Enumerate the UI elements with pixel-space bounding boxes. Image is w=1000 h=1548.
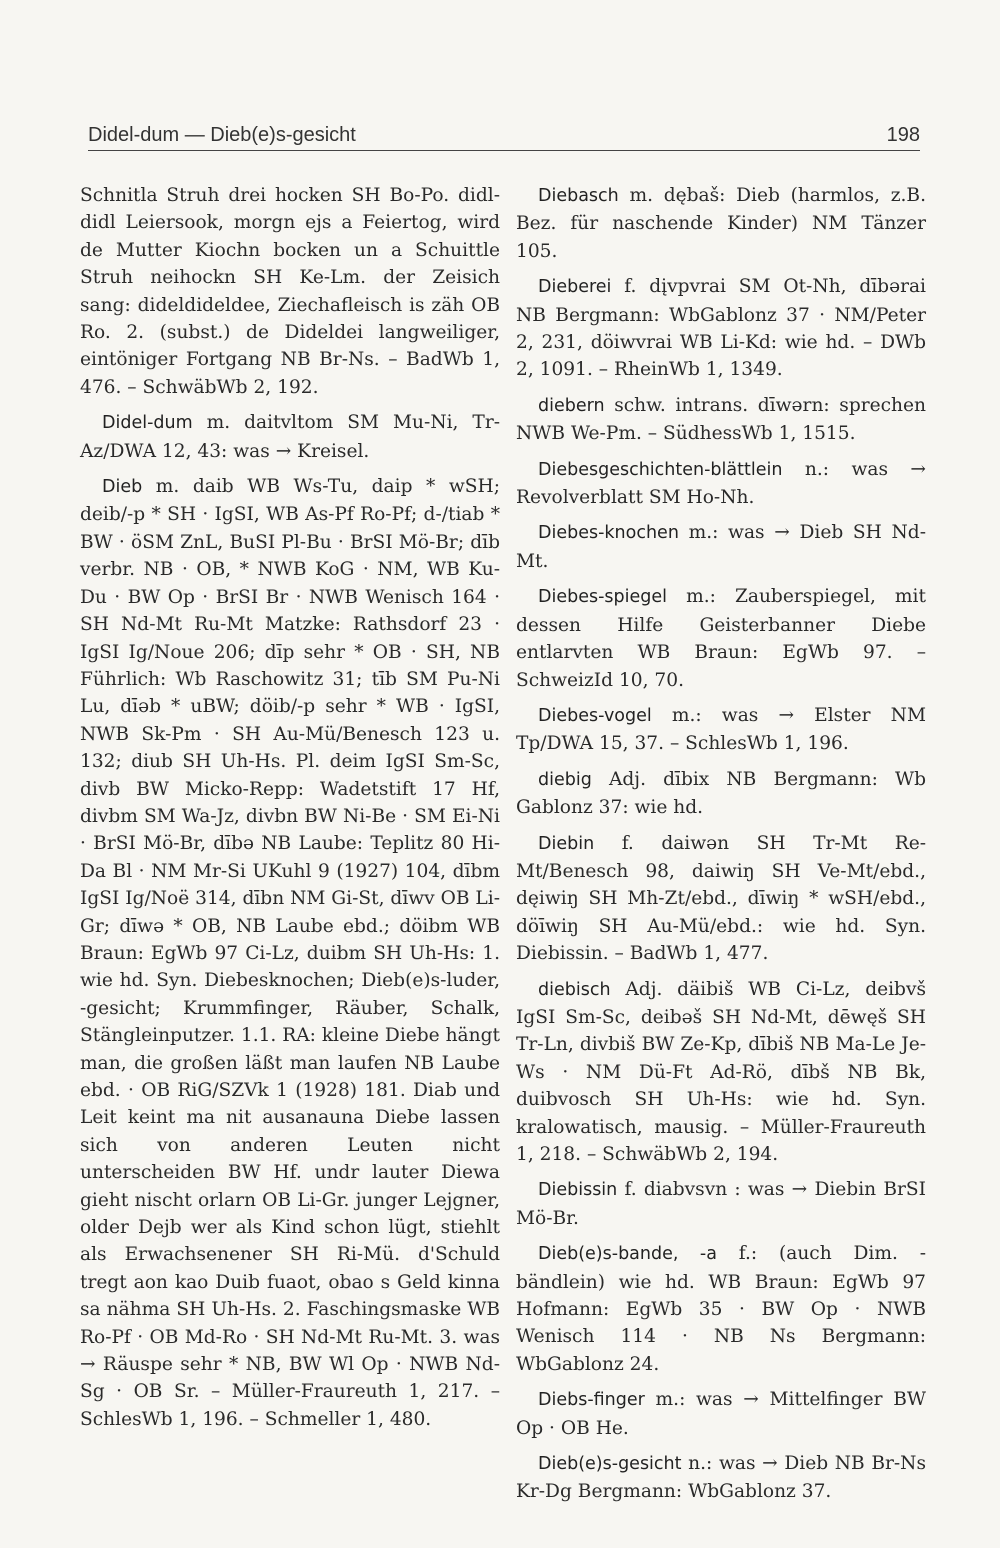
dictionary-entry xyxy=(516,182,926,265)
dictionary-entry xyxy=(516,1450,926,1506)
dictionary-entry xyxy=(516,273,926,384)
lemma: diebern xyxy=(538,395,605,416)
lemma: Dieberei xyxy=(538,277,612,298)
entry-dieb xyxy=(80,473,500,1433)
lemma: Diebesgeschichten-blättlein xyxy=(538,459,783,480)
entry-body: m.: was → Elster NM Tp/DWA 15, 37. – SchlesWb 1, 196. xyxy=(516,704,926,755)
lemma: Dieb(e)s-gesicht xyxy=(538,1454,682,1475)
lemma: Diebs-finger xyxy=(538,1390,645,1411)
entry-continuation: Schnitla Struh drei hocken SH Bo-Po. didl-didl Leiersook, morgn ejs a Feiertog, wird de Mutter Kiochn bocken un a Schuittle Struh neihockn SH Ke-Lm. der Zeisich sang: dideldideldee, Ziechafleisch is zäh OB Ro. 2. (subst.) de Dideldei langweiliger, eintöniger Fortgang NB Br-Ns. – BadWb 1, 476. – SchwäbWb 2, 192. xyxy=(80,185,500,398)
entry-body: n.: was → Dieb NB Br-Ns Kr-Dg Bergmann: WbGablonz 37. xyxy=(516,1453,926,1503)
lemma: Diebasch xyxy=(538,186,619,206)
entry-didel-dum xyxy=(80,409,500,465)
entry-body: n.: was → Revolverblatt SM Ho-Nh. xyxy=(516,458,926,509)
lemma: Diebissin xyxy=(538,1180,618,1201)
dictionary-entry xyxy=(516,1386,926,1442)
dictionary-entry xyxy=(516,392,926,448)
dictionary-entry xyxy=(516,766,926,822)
dictionary-entry xyxy=(516,519,926,575)
entry-body: Adj. däibiš WB Ci-Lz, deibvš IgSI Sm-Sc, deibəš SH Nd-Mt, dēwęš SH Tr-Ln, divbiš BW Ze-Kp, dībiš NB Ma-Le Je-Ws · NM Dü-Ft Ad-Rö, dībš NB Bk, duibvosch SH Uh-Hs: wie hd. Syn. kralowatisch, mausig. – Müller-Fraureuth 1, 218. – SchwäbWb 2, 194. xyxy=(516,978,926,1165)
entry-body: m.: was → Mittelfinger BW Op · OB He. xyxy=(516,1389,926,1439)
right-column xyxy=(516,182,926,1514)
dictionary-entry xyxy=(516,830,926,968)
entry-body: Adj. dībix NB Bergmann: Wb Gablonz 37: wie hd. xyxy=(516,768,927,819)
lemma: Dieb xyxy=(102,477,143,498)
dictionary-entry xyxy=(516,456,926,512)
lemma: Diebes-spiegel xyxy=(538,587,668,608)
dictionary-entry xyxy=(516,1176,926,1232)
lemma: Didel-dum xyxy=(102,413,193,434)
lemma: diebisch xyxy=(538,979,611,1000)
lemma: Diebin xyxy=(538,833,595,854)
lemma: diebig xyxy=(538,769,592,790)
dictionary-entry xyxy=(516,583,926,694)
entry-body: schw. intrans. dīwərn: sprechen NWB We-Pm. – SüdhessWb 1, 1515. xyxy=(516,394,926,445)
entry-body: m. dębaš: Dieb (harmlos, z.B. Bez. für naschende Kinder) NM Tänzer 105. xyxy=(516,185,926,262)
entry-body: f. diabvsvn : was → Diebin BrSI Mö-Br. xyxy=(516,1179,926,1229)
dictionary-entry xyxy=(516,1240,926,1378)
lemma: Dieb(e)s-bande, -a xyxy=(538,1244,717,1265)
entry-body: m. daib WB Ws-Tu, daip * wSH; deib/-p * SH · IgSI, WB As-Pf Ro-Pf; d-/tiab * BW · öSM ZnL, BuSI Pl-Bu · BrSI Mö-Br; dīb verbr. NB · OB, * NWB KoG · NM, WB Ku-Du · BW Op · BrSI Br · NWB Wenisch 164 · SH Nd-Mt Ru-Mt Matzke: Rathsdorf 23 · IgSI Ig/Noue 206; dīp sehr * OB · SH, NB Führlich: Wb Raschowitz 31; tīb SM Pu-Ni Lu, dīəb * uBW; döib/-p sehr * WB · IgSI, NWB Sk-Pm · SH Au-Mü/Benesch 123 u. 132; diub SH Uh-Hs. Pl. deim IgSI Sm-Sc, divb BW Micko-Repp: Wadetstift 17 Hf, divbm SM Wa-Jz, divbn BW Ni-Be · SM Ei-Ni · BrSI Mö-Br, dībə NB Laube: Teplitz 80 Hi-Da Bl · NM Mr-Si UKuhl 9 (1927) 104, dībm IgSI Ig/Noë 314, dībn NM Gi-St, dīwv OB Li-Gr; dīwə * OB, NB Laube ebd.; döibm WB Braun: EgWb 97 Ci-Lz, duibm SH Uh-Hs: 1. wie hd. Syn. Diebesknochen; Dieb(e)s-luder, -gesicht; Krummfinger, Räuber, Schalk, Stängleinputzer. 1.1. RA: kleine Diebe hängt man, die großen läßt man laufen NB Laube ebd. · OB RiG/SZVk 1 (1928) 181. Diab und Leit keint ma nit ausanauna Diebe lassen sich von anderen Leuten nicht unterscheiden BW Hf. undr lauter Diewa gieht nischt orlarn OB Li-Gr. junger Lejgner, older Dejb wer als Kind schon lügt, stiehlt als Erwachsenener SH Ri-Mü. d'Schuld tregt aon kao Duib fuaot, obao s Geld kinna sa nähma SH Uh-Hs. 2. Faschingsmaske WB Ro-Pf · OB Md-Ro · SH Nd-Mt Ru-Mt. 3. was → Räuspe sehr * NB, BW Wl Op · NWB Nd-Sg · OB Sr. – Müller-Fraureuth 1, 217. – SchlesWb 1, 196. – Schmeller 1, 480. xyxy=(80,476,500,1430)
left-column xyxy=(80,182,500,1441)
entry-body: m.: Zauberspiegel, mit dessen Hilfe Geisterbanner Diebe entlarvten WB Braun: EgWb 97. – SchweizId 10, 70. xyxy=(516,586,926,691)
entry-body: m.: was → Dieb SH Nd-Mt. xyxy=(516,522,926,572)
header-title: Didel-dum — Dieb(e)s-gesicht xyxy=(88,124,356,146)
dictionary-entry xyxy=(516,702,926,758)
lemma: Diebes-vogel xyxy=(538,705,652,726)
running-header xyxy=(88,118,920,151)
entry-body: f.: (auch Dim. -bändlein) wie hd. WB Braun: EgWb 97 Hofmann: EgWb 35 · BW Op · NWB Wenisch 114 · NB Ns Bergmann: WbGablonz 24. xyxy=(516,1243,926,1375)
page-number: 198 xyxy=(886,124,920,146)
entry-body: f. dįvpvrai SM Ot-Nh, dībərai NB Bergmann: WbGablonz 37 · NM/Peter 2, 231, döiwvrai WB Li-Kd: wie hd. – DWb 2, 1091. – RheinWb 1, 1349. xyxy=(516,276,926,381)
entry-body: m. daitvltom SM Mu-Ni, Tr-Az/DWA 12, 43: was → Kreisel. xyxy=(80,412,500,462)
entry-body: f. daiwən SH Tr-Mt Re-Mt/Benesch 98, daiwiŋ SH Ve-Mt/ebd., dęiwiŋ SH Mh-Zt/ebd., dīwiŋ * wSH/ebd., döīwiŋ SH Au-Mü/ebd.: wie hd. Syn. Diebissin. – BadWb 1, 477. xyxy=(516,832,926,965)
dictionary-entry xyxy=(516,976,926,1169)
lemma: Diebes-knochen xyxy=(538,523,679,544)
